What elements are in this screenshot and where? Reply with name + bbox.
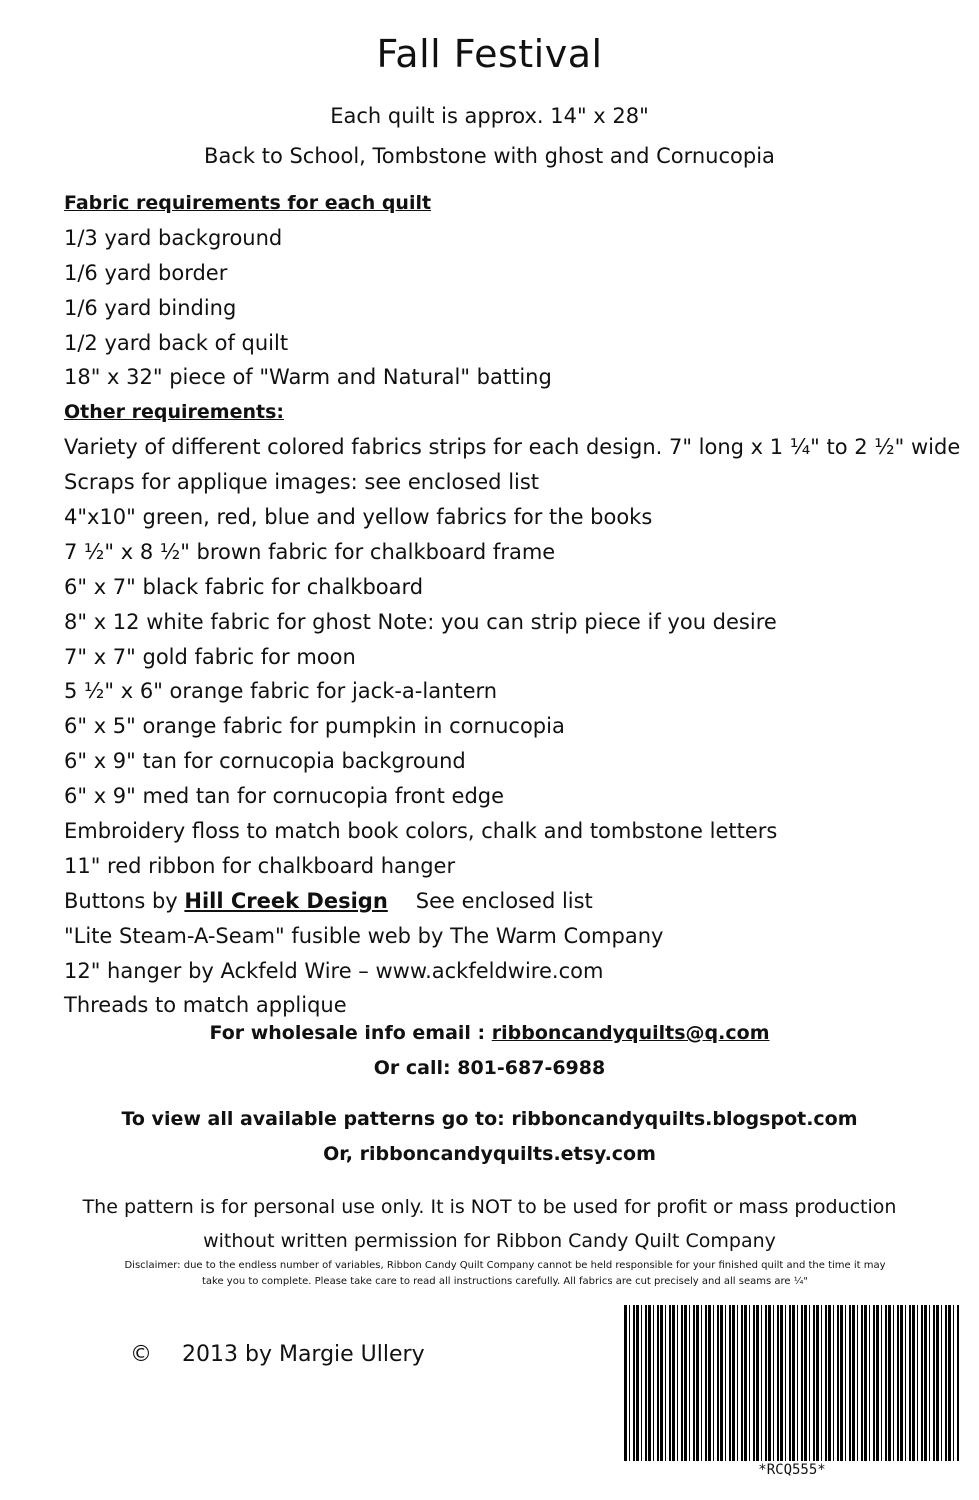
- patterns-etsy-line: Or, ribboncandyquilts.etsy.com: [323, 1143, 656, 1165]
- list-item: Embroidery floss to match book colors, chalk and tombstone letters: [64, 819, 778, 844]
- list-item: 8" x 12 white fabric for ghost Note: you can strip piece if you desire: [64, 609, 777, 634]
- barcode-text: *RCQ555*: [758, 1462, 826, 1478]
- list-item: 1/2 yard back of quilt: [64, 330, 289, 355]
- fabric-requirements-heading: Fabric requirements for each quilt: [64, 192, 432, 214]
- other-requirements-heading: Other requirements:: [64, 401, 284, 424]
- barcode-image: [624, 1305, 960, 1461]
- quilt-size-subtitle: Each quilt is approx. 14" x 28": [330, 104, 649, 128]
- disclaimer: [70, 1258, 940, 1290]
- patterns-blog-line: To view all available patterns go to: ribboncandyquilts.blogspot.com: [121, 1108, 858, 1130]
- disclaimer-line-2: take you to complete. Please take care to read all instructions carefully. All fabrics are cut precisely and all seams are ¼": [201, 1276, 809, 1287]
- list-item: 6" x 5" orange fabric for pumpkin in cornucopia: [64, 714, 565, 739]
- wholesale-email: ribboncandyquilts@q.com: [491, 1022, 770, 1044]
- buttons-prefix: Buttons by: [64, 888, 185, 913]
- list-item: 6" x 7" black fabric for chalkboard: [64, 574, 424, 599]
- list-item: 5 ½" x 6" orange fabric for jack-a-lantern: [64, 679, 498, 704]
- list-item: 18" x 32" piece of "Warm and Natural" batting: [64, 365, 552, 390]
- list-item: 7 ½" x 8 ½" brown fabric for chalkboard frame: [64, 539, 556, 564]
- list-item: 4"x10" green, red, blue and yellow fabrics for the books: [64, 505, 653, 530]
- phone-line: Or call: 801-687-6988: [373, 1057, 606, 1079]
- list-item: "Lite Steam-A-Seam" fusible web by The Warm Company: [64, 923, 664, 948]
- list-item: Threads to match applique: [64, 993, 347, 1018]
- buttons-line: [64, 884, 964, 919]
- page-title: Fall Festival: [376, 32, 603, 76]
- list-item: 6" x 9" tan for cornucopia background: [64, 749, 466, 774]
- list-item: 1/3 yard background: [64, 225, 283, 250]
- quilt-designs-subtitle: Back to School, Tombstone with ghost and Cornucopia: [204, 144, 775, 168]
- personal-use-line-1: The pattern is for personal use only. It is NOT to be used for profit or mass production: [82, 1196, 897, 1218]
- requirements-list: [64, 186, 964, 1023]
- list-item: 7" x 7" gold fabric for moon: [64, 644, 356, 669]
- list-item: Scraps for applique images: see enclosed list: [64, 470, 540, 495]
- copyright-text: 2013 by Margie Ullery: [182, 1342, 425, 1367]
- personal-use-line-2: without written permission for Ribbon Candy Quilt Company: [203, 1230, 776, 1252]
- disclaimer-line-1: Disclaimer: due to the endless number of variables, Ribbon Candy Quilt Company cannot be held responsible for your finished quilt and the time it may: [124, 1260, 886, 1271]
- wholesale-prefix: For wholesale info email :: [209, 1022, 492, 1044]
- list-item: 12" hanger by Ackfeld Wire – www.ackfeldwire.com: [64, 958, 604, 983]
- copyright-symbol: ©: [130, 1342, 152, 1367]
- buttons-suffix: See enclosed list: [415, 888, 593, 913]
- list-item: Variety of different colored fabrics strips for each design. 7" long x 1 ¼" to 2 ½" wide: [64, 435, 961, 460]
- copyright: [130, 1342, 425, 1367]
- list-item: 1/6 yard border: [64, 260, 228, 285]
- list-item: 6" x 9" med tan for cornucopia front edge: [64, 784, 505, 809]
- hill-creek-design-text: Hill Creek Design: [184, 888, 388, 913]
- list-item: 11" red ribbon for chalkboard hanger: [64, 853, 456, 878]
- list-item: 1/6 yard binding: [64, 295, 237, 320]
- personal-use-notice: [0, 1190, 979, 1258]
- wholesale-info: [0, 1022, 979, 1044]
